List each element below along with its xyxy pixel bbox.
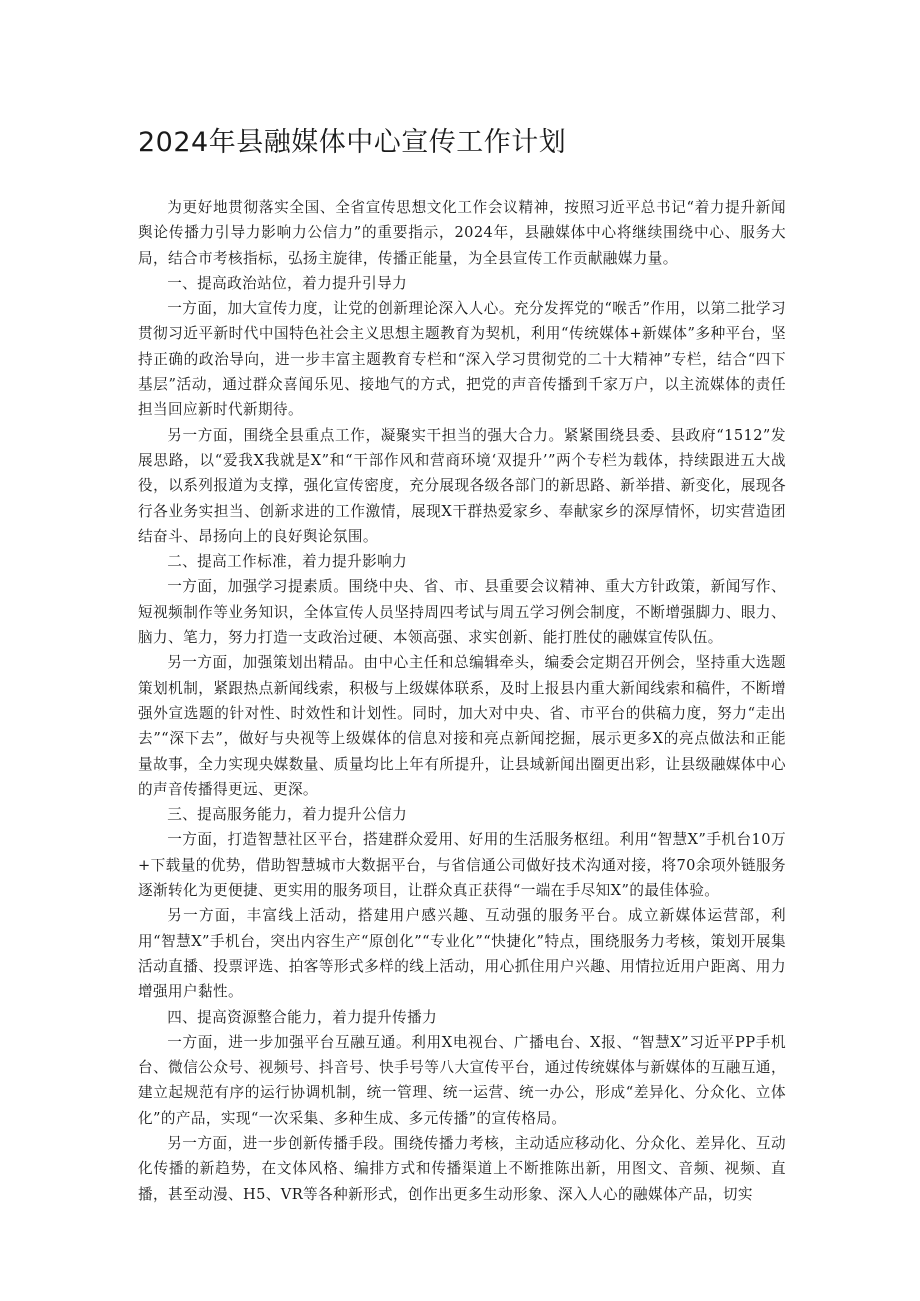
section-heading-2: 二、提高工作标准，着力提升影响力: [167, 553, 408, 571]
section-heading-3: 三、提高服务能力，着力提升公信力: [167, 806, 408, 824]
body-paragraph: 一方面，进一步加强平台互融互通。利用X电视台、广播电台、X报、“智慧X”习近平PP手机台、微信公众号、视频号、抖音号、快手号等八大宣传平台，通过传统媒体与新媒体的互融互通，建立起规范有序的运行协调机制，统一管理、统一运营、统一办公，形成“差异化、分众化、立体化”的产品，实现“一次采集、多种生成、多元传播”的宣传格局。: [138, 1033, 786, 1127]
intro-paragraph: 为更好地贯彻落实全国、全省宣传思想文化工作会议精神，按照习近平总书记“着力提升新闻舆论传播力引导力影响力公信力”的重要指示，2024年，县融媒体中心将继续围绕中心、服务大局，结合市考核指标，弘扬主旋律，传播正能量，为全县宣传工作贡献融媒力量。: [138, 199, 786, 267]
body-paragraph: 一方面，加强学习提素质。围绕中央、省、市、县重要会议精神、重大方针政策，新闻写作、短视频制作等业务知识，全体宣传人员坚持周四考试与周五学习例会制度，不断增强脚力、眼力、脑力、笔力，努力打造一支政治过硬、本领高强、求实创新、能打胜仗的融媒宣传队伍。: [138, 578, 786, 647]
document-title: 2024年县融媒体中心宣传工作计划: [138, 127, 567, 158]
section-heading-4: 四、提高资源整合能力，着力提升传播力: [167, 1008, 438, 1026]
body-paragraph: 另一方面，丰富线上活动，搭建用户感兴趣、互动强的服务平台。成立新媒体运营部，利用“智慧X”手机台，突出内容生产“原创化”“专业化”“快捷化”特点，围绕服务力考核，策划开展集活动直播、投票评选、拍客等形式多样的线上活动，用心抓住用户兴趣、用情拉近用户距离、用力增强用户黏性。: [138, 907, 786, 1001]
body-paragraph: 另一方面，围绕全县重点工作，凝聚实干担当的强大合力。紧紧围绕县委、县政府“1512”发展思路，以“爱我X我就是X”和“干部作风和营商环境‘双提升’”两个专栏为载体，持续跟进五大战役，以系列报道为支撑，强化宣传密度，充分展现各级各部门的新思路、新举措、新变化，展现各行各业务实担当、创新求进的工作激情，展现X干群热爱家乡、奉献家乡的深厚情怀，切实营造团结奋斗、昂扬向上的良好舆论氛围。: [138, 426, 786, 545]
body-paragraph: 另一方面，加强策划出精品。由中心主任和总编辑牵头，编委会定期召开例会，坚持重大选题策划机制，紧跟热点新闻线索，积极与上级媒体联系，及时上报县内重大新闻线索和稿件，不断增强外宣选题的针对性、时效性和计划性。同时，加大对中央、省、市平台的供稿力度，努力“走出去”“深下去”，做好与央视等上级媒体的信息对接和亮点新闻挖掘，展示更多X的亮点做法和正能量故事，全力实现央媒数量、质量均比上年有所提升，让县域新闻出圈更出彩，让县级融媒体中心的声音传播得更远、更深。: [138, 654, 786, 798]
section-heading-1: 一、提高政治站位，着力提升引导力: [167, 274, 408, 292]
document-page: [138, 120, 786, 1207]
body-paragraph: 一方面，加大宣传力度，让党的创新理论深入人心。充分发挥党的“喉舌”作用，以第二批学习贯彻习近平新时代中国特色社会主义思想主题教育为契机，利用“传统媒体+新媒体”多种平台，坚持正确的政治导向，进一步丰富主题教育专栏和“深入学习贯彻党的二十大精神”专栏，结合“四下基层”活动，通过群众喜闻乐见、接地气的方式，把党的声音传播到千家万户，以主流媒体的责任担当回应新时代新期待。: [138, 300, 786, 419]
body-paragraph: 一方面，打造智慧社区平台，搭建群众爱用、好用的生活服务枢纽。利用“智慧X”手机台10万+下载量的优势，借助智慧城市大数据平台，与省信通公司做好技术沟通对接，将70余项外链服务逐渐转化为更便捷、更实用的服务项目，让群众真正获得“一端在手尽知X”的最佳体验。: [138, 831, 786, 900]
body-paragraph: 另一方面，进一步创新传播手段。围绕传播力考核，主动适应移动化、分众化、差异化、互动化传播的新趋势，在文体风格、编排方式和传播渠道上不断推陈出新，用图文、音频、视频、直播，甚至动漫、H5、VR等各种新形式，创作出更多生动形象、深入人心的融媒体产品，切实: [138, 1134, 786, 1203]
